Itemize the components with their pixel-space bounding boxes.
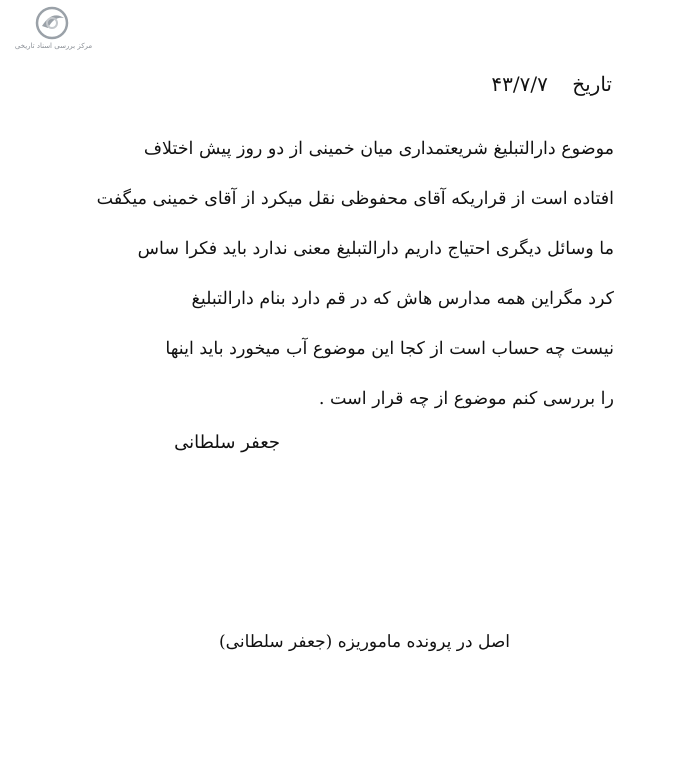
body-line-5: نیست چه حساب است از کجا این موضوع آب میخورد باید اینها (165, 339, 614, 359)
signature: جعفر سلطانی (174, 432, 280, 453)
body-line-6: را بررسی کنم موضوع از چه قرار است . (318, 389, 614, 409)
body-line-1: موضوع دارالتبلیغ شریعتمداری میان خمینی از دو روز پیش اختلاف (143, 139, 614, 159)
watermark-logo (6, 6, 101, 56)
archive-logo-icon (34, 6, 70, 40)
document-body (84, 134, 614, 434)
document-date (491, 72, 612, 96)
watermark-text: مرکز بررسی اسناد تاریخی (14, 42, 93, 50)
body-line-2: افتاده است از قراریکه آقای محفوظی نقل میکرد از آقای خمینی میگفت (96, 189, 614, 209)
date-label: تاریخ (572, 72, 612, 96)
footer-note: اصل در پرونده ماموریزه (جعفر سلطانی) (219, 632, 510, 652)
body-line-4: کرد مگراین همه مدارس هاش که در قم دارد بنام دارالتبلیغ (191, 289, 614, 309)
body-line-3: ما وسائل دیگری احتیاج داریم دارالتبلیغ معنی ندارد باید فکرا ساس (137, 239, 614, 259)
date-value: ۴۳/۷/۷ (491, 72, 548, 96)
